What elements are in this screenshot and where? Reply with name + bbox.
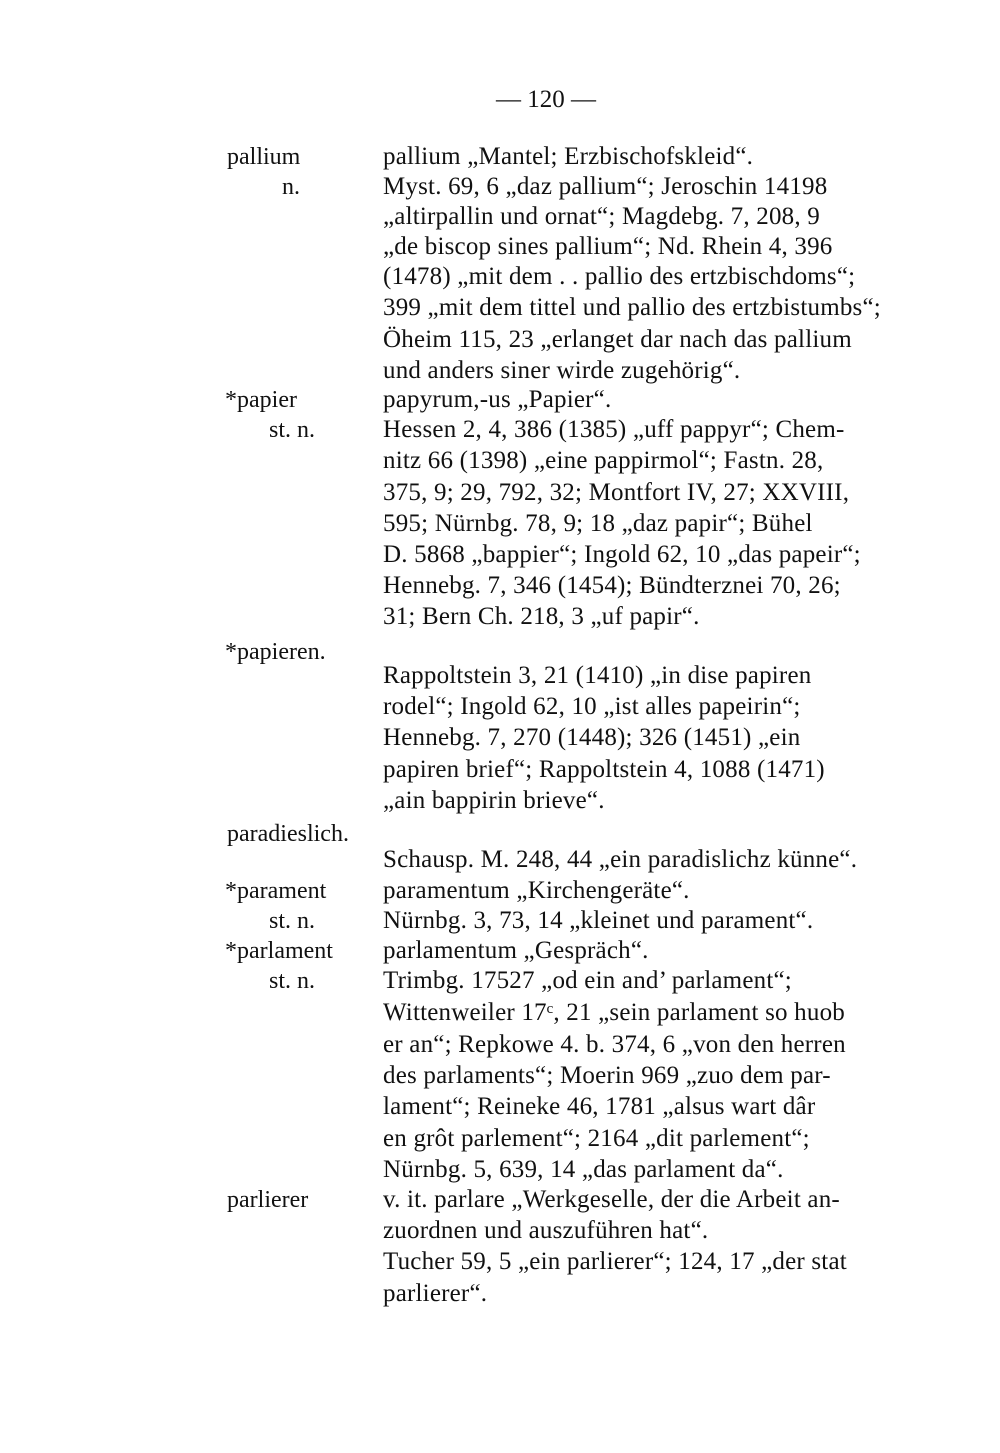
entry-line: Hessen 2, 4, 386 (1385) „uff pappyr“; Chem- xyxy=(383,416,845,443)
entry-line: v. it. parlare „Werkgeselle, der die Arbeit an- xyxy=(383,1186,840,1213)
entry-line: rodel“; Ingold 62, 10 „ist alles papeirin“; xyxy=(383,693,801,720)
entry-line: und anders siner wirde zugehörig“. xyxy=(383,357,741,384)
entry-line: lament“; Reineke 46, 1781 „alsus wart dâr xyxy=(383,1093,816,1120)
headword-papier: *papier xyxy=(225,387,297,413)
headword-parament: *parament xyxy=(225,878,327,904)
headword-papieren: *papieren. xyxy=(225,639,326,665)
entry-line: papyrum,-us „Papier“. xyxy=(383,386,612,413)
entry-line: Rappoltstein 3, 21 (1410) „in dise papiren xyxy=(383,662,812,689)
entry-line: Trimbg. 17527 „od ein and’ parlament“; xyxy=(383,967,792,994)
entry-line: 375, 9; 29, 792, 32; Montfort IV, 27; XXVIII, xyxy=(383,479,850,506)
entry-line: 399 „mit dem tittel und pallio des ertzbistumbs“; xyxy=(383,294,881,321)
entry-line: „altirpallin und ornat“; Magdebg. 7, 208, 9 xyxy=(383,203,820,230)
entry-line: Nürnbg. 5, 639, 14 „das parlament da“. xyxy=(383,1156,784,1183)
entry-line: en grôt parlement“; 2164 „dit parlement“; xyxy=(383,1125,810,1152)
gender-label: st. n. xyxy=(268,908,315,934)
entry-line: pallium „Mantel; Erzbischofskleid“. xyxy=(383,143,754,170)
entry-line: Hennebg. 7, 270 (1448); 326 (1451) „ein xyxy=(383,724,801,751)
entry-line: 31; Bern Ch. 218, 3 „uf papir“. xyxy=(383,603,700,630)
headword-parlierer: parlierer xyxy=(227,1187,309,1213)
entry-line: Schausp. M. 248, 44 „ein paradislichz künne“. xyxy=(383,846,858,873)
entry-line: Wittenweiler 17ᶜ, 21 „sein parlament so huob xyxy=(383,999,845,1026)
entry-line: D. 5868 „bappier“; Ingold 62, 10 „das papeir“; xyxy=(383,541,861,568)
gender-label: st. n. xyxy=(268,968,315,994)
entry-line: papiren brief“; Rappoltstein 4, 1088 (1471) xyxy=(383,756,825,783)
entry-line: 595; Nürnbg. 78, 9; 18 „daz papir“; Bühel xyxy=(383,510,813,537)
entry-line: des parlaments“; Moerin 969 „zuo dem par- xyxy=(383,1062,831,1089)
entry-line: Nürnbg. 3, 73, 14 „kleinet und parament“. xyxy=(383,907,814,934)
entry-line: „ain bappirin brieve“. xyxy=(383,787,605,814)
headword-paradieslich: paradieslich. xyxy=(227,821,349,847)
entry-line: Tucher 59, 5 „ein parlierer“; 124, 17 „der stat xyxy=(383,1248,847,1275)
gender-label: st. n. xyxy=(268,417,315,443)
entry-line: paramentum „Kirchengeräte“. xyxy=(383,877,690,904)
entry-line: (1478) „mit dem . . pallio des ertzbischdoms“; xyxy=(383,263,856,290)
entry-line: parlierer“. xyxy=(383,1280,488,1307)
entry-line: parlamentum „Gespräch“. xyxy=(383,937,649,964)
entry-line: „de biscop sines pallium“; Nd. Rhein 4, 396 xyxy=(383,233,833,260)
entry-line: Öheim 115, 23 „erlanget dar nach das pallium xyxy=(383,326,852,353)
entry-line: Hennebg. 7, 346 (1454); Bündterznei 70, 26; xyxy=(383,572,841,599)
entry-line: er an“; Repkowe 4. b. 374, 6 „von den herren xyxy=(383,1031,846,1058)
entry-line: zuordnen und auszuführen hat“. xyxy=(383,1217,709,1244)
entry-line: Myst. 69, 6 „daz pallium“; Jeroschin 14198 xyxy=(383,173,828,200)
headword-pallium: pallium xyxy=(227,144,301,170)
page-number: — 120 — xyxy=(496,86,596,113)
gender-label: n. xyxy=(282,174,300,200)
headword-parlament: *parlament xyxy=(225,938,333,964)
entry-line: nitz 66 (1398) „eine pappirmol“; Fastn. 28, xyxy=(383,447,824,474)
